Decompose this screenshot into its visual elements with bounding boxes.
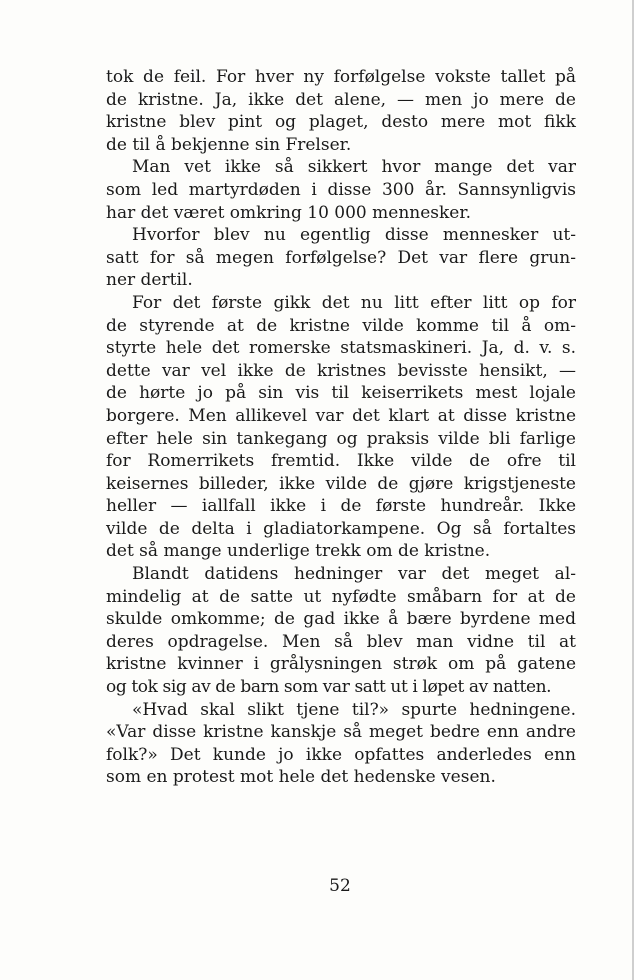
text-line: det så mange underlige trekk om de kristne. xyxy=(106,541,491,562)
text-line: som en protest mot hele det hedenske vesen. xyxy=(106,767,496,788)
text-line: efter hele sin tankegang og praksis vilde bli farlige xyxy=(106,428,576,449)
text-line: Man vet ikke så sikkert hvor mange det var xyxy=(132,157,576,178)
text-line: «Var disse kristne kanskje så meget bedre enn andre xyxy=(106,722,576,743)
text-line: de hørte jo på sin vis til keiserrikets mest lojale xyxy=(106,383,576,404)
text-line: Blandt datidens hedninger var det meget al- xyxy=(132,564,576,585)
text-line: som led martyrdøden i disse 300 år. Sannsynligvis xyxy=(106,179,576,200)
text-line: Hvorfor blev nu egentlig disse mennesker ut- xyxy=(132,225,576,246)
body-text xyxy=(106,66,576,789)
text-line: For det første gikk det nu litt efter litt op for xyxy=(132,292,576,313)
text-line: satt for så megen forfølgelse? Det var flere grun- xyxy=(106,247,576,268)
text-line: har det været omkring 10 000 mennesker. xyxy=(106,202,472,223)
text-line: mindelig at de satte ut nyfødte småbarn for at de xyxy=(106,586,576,607)
text-line: og tok sig av de barn som var satt ut i løpet av natten. xyxy=(106,677,552,698)
page-number: 52 xyxy=(329,876,351,896)
text-line: for Romerrikets fremtid. Ikke vilde de ofre til xyxy=(106,451,576,472)
text-line: vilde de delta i gladiatorkampene. Og så fortaltes xyxy=(106,518,576,539)
text-line: de kristne. Ja, ikke det alene, — men jo mere de xyxy=(106,89,576,110)
text-line: folk?» Det kunde jo ikke opfattes anderledes enn xyxy=(106,744,576,765)
text-line: deres opdragelse. Men så blev man vidne til at xyxy=(106,631,576,652)
text-line: dette var vel ikke de kristnes bevisste hensikt, — xyxy=(106,360,576,381)
text-line: skulde omkomme; de gad ikke å bære byrdene med xyxy=(106,609,576,630)
text-line: heller — iallfall ikke i de første hundreår. Ikke xyxy=(106,496,576,517)
text-line: ner dertil. xyxy=(106,270,193,291)
text-line: tok de feil. For hver ny forfølgelse vokste tallet på xyxy=(106,67,576,87)
text-line: kristne blev pint og plaget, desto mere mot fikk xyxy=(106,112,576,133)
text-line: de styrende at de kristne vilde komme til å om- xyxy=(106,315,576,336)
text-line: borgere. Men allikevel var det klart at disse kristne xyxy=(106,405,576,426)
text-line: kristne kvinner i grålysningen strøk om på gatene xyxy=(106,654,576,675)
text-line: styrte hele det romerske statsmaskineri. Ja, d. v. s. xyxy=(106,338,576,359)
text-line: «Hvad skal slikt tjene til?» spurte hedningene. xyxy=(132,699,576,720)
text-line: de til å bekjenne sin Frelser. xyxy=(106,134,352,155)
text-line: keisernes billeder, ikke vilde de gjøre krigstjeneste xyxy=(106,473,576,494)
